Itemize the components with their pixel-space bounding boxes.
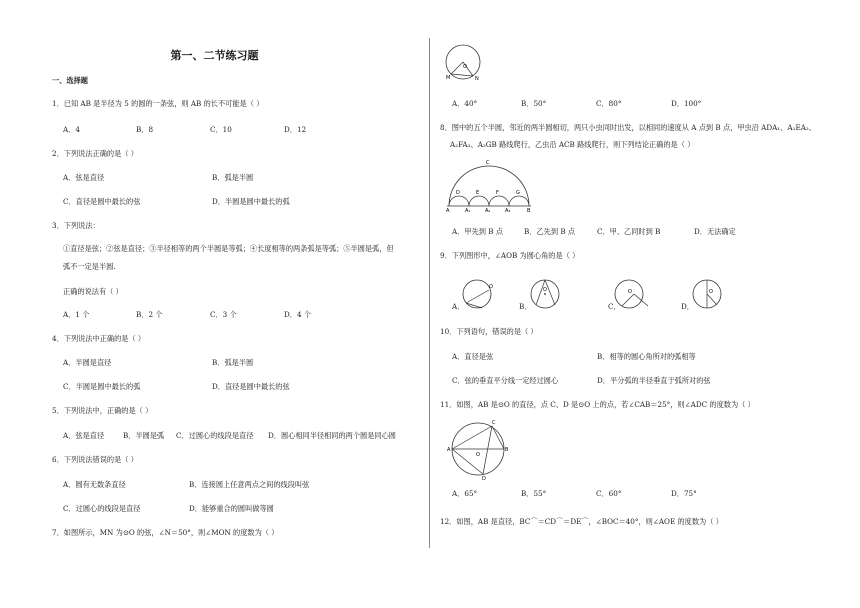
q8-label-b: B	[527, 208, 531, 214]
q10-stem: 10．下列语句，错误的是（ ）	[440, 327, 538, 336]
q8-label-g: G	[516, 190, 520, 196]
q4-option-c: C．半圆是圆中最长的弧	[63, 382, 141, 391]
q3-option-c: C．3 个	[210, 310, 237, 319]
q8-label-a2: A₂	[485, 208, 491, 214]
q1-option-d: D．12	[284, 125, 307, 134]
q10-option-a: A．直径是弦	[452, 352, 494, 361]
q8-option-a: A．甲先到 B 点	[452, 227, 503, 236]
q3-line2: 弧不一定是半圆.	[63, 262, 116, 271]
q11-option-a: A．65°	[452, 489, 478, 498]
q8-label-a3: A₃	[505, 208, 511, 214]
q10-option-d: D．平分弧的半径垂直于弧所对的弦	[597, 376, 711, 385]
q5-option-d: D．圆心相同半径相同的两个圆是同心圆	[268, 431, 396, 440]
q7-option-b: B．50°	[521, 99, 547, 108]
q7-option-c: C．80°	[596, 99, 622, 108]
q7-label-n: N	[475, 76, 479, 82]
q5-stem: 5．下列说法中，正确的是（ ）	[52, 406, 153, 415]
svg-text:O: O	[489, 284, 493, 290]
q8-option-b: B．乙先到 B 点	[524, 227, 576, 236]
q8-semicircles-figure	[446, 160, 532, 212]
q3-option-d: D．4 个	[284, 310, 311, 319]
svg-text:O: O	[476, 452, 480, 458]
q2-option-c: C．直径是圆中最长的弦	[63, 197, 141, 206]
q9-stem: 9．下列图形中，∠AOB 为圆心角的是（ ）	[440, 251, 580, 260]
q8-big-semicircle	[449, 166, 529, 206]
q4-option-b: B．弧是半圆	[212, 358, 254, 367]
q6-stem: 6．下列说法错误的是（ ）	[52, 455, 138, 464]
q6-option-b: B．连接圆上任意两点之间的线段叫弦	[189, 480, 310, 489]
q8-small-semicircle-4	[509, 196, 529, 206]
q4-option-d: D．直径是圆中最长的弦	[212, 382, 290, 391]
q2-stem: 2．下列说法正确的是（ ）	[52, 149, 138, 158]
q8-label-e: E	[476, 190, 480, 196]
q2-option-b: B．弧是半圆	[212, 173, 254, 182]
svg-text:B: B	[505, 447, 509, 453]
q5-option-c: C．过圆心的线段是直径	[176, 431, 254, 440]
q7-circle-figure	[443, 42, 483, 82]
q8-option-c: C．甲、乙同时到 B	[597, 227, 661, 236]
q3-line3: 正确的说法有（ ）	[63, 287, 123, 296]
page-title: 第一、二节练习题	[170, 49, 259, 62]
q10-option-c: C．弦的垂直平分线一定经过圆心	[452, 376, 559, 385]
svg-text:O: O	[543, 287, 547, 293]
q9-option-a: A．	[452, 302, 465, 311]
q3-option-a: A．1 个	[63, 310, 90, 319]
q10-option-b: B．相等的圆心角所对的弧相等	[597, 352, 696, 361]
q8-line2: A₂FA₃、A₃GB 路线爬行，乙虫沿 ACB 路线爬行，则下列结论正确的是（ ）	[450, 140, 695, 149]
q8-label-c: C	[486, 160, 490, 166]
q9-figure-b	[528, 277, 562, 311]
q9-option-b: B．	[519, 302, 532, 311]
q9-figure-d	[690, 277, 724, 311]
q11-circle-figure	[447, 418, 509, 480]
q8-small-semicircle-1	[449, 196, 469, 206]
q8-small-semicircle-3	[489, 196, 509, 206]
q5-option-a: A．弦是直径	[63, 431, 105, 440]
q1-option-a: A．4	[63, 125, 80, 134]
q6-option-a: A．圆有无数条直径	[63, 480, 126, 489]
q3-stem: 3．下列说法：	[52, 221, 100, 230]
q8-small-semicircle-2	[469, 196, 489, 206]
q1-option-b: B．8	[136, 125, 154, 134]
q6-option-c: C．过圆心的线段是直径	[63, 504, 141, 513]
svg-text:O: O	[628, 289, 632, 295]
svg-text:D: D	[482, 476, 486, 482]
q7-option-d: D．100°	[671, 99, 702, 108]
q3-option-b: B．2 个	[136, 310, 163, 319]
q7-chord-mn	[451, 74, 473, 76]
q1-option-c: C．10	[210, 125, 232, 134]
q7-option-a: A．40°	[452, 99, 478, 108]
q7-stem: 7．如图所示，MN 为⊙O 的弦，∠N＝50°，则∠MON 的度数为（ ）	[52, 528, 279, 537]
q7-label-m: M	[446, 75, 451, 81]
q11-option-d: D．75°	[671, 489, 697, 498]
q5-option-b: B．半圆是弧	[123, 431, 165, 440]
q2-option-a: A．弦是直径	[63, 173, 105, 182]
q8-line1: 8．图中的五个半圆，邻近的两半圆相切，两只小虫同时出发，以相同的速度从 A 点到 B 点，甲虫沿 ADA₁、A₁EA₂、	[440, 123, 816, 132]
q2-option-d: D．半圆是圆中最长的弧	[212, 197, 290, 206]
q4-option-a: A．半圆是直径	[63, 358, 112, 367]
q12-stem: 12．如图，AB 是直径，BC⌒＝CD⌒＝DE⌒，∠BOC＝40°，则∠AOE 的度数为（ ）	[440, 517, 723, 526]
q11-stem: 11．如图，AB 是⊙O 的直径，点 C、D 是⊙O 上的点，若∠CAB＝25°，则∠ADC 的度数为（ ）	[440, 400, 755, 409]
q3-line1: ①直径是弦；②弦是直径；③半径相等的两个半圆是等弧；④长度相等的两条弧是等弧；⑤半圆是弧，但	[63, 244, 394, 253]
svg-text:A: A	[447, 447, 451, 453]
q8-label-d: D	[456, 190, 460, 196]
q8-label-a: A	[446, 208, 450, 214]
q11-option-b: B．55°	[521, 489, 547, 498]
q9-figure-a	[460, 277, 494, 311]
svg-text:C: C	[492, 420, 496, 426]
column-divider	[429, 38, 430, 548]
q8-label-a1: A₁	[465, 208, 471, 214]
section-heading: 一、选择题	[52, 76, 88, 85]
q6-option-d: D．能够重合的圆叫做等圆	[189, 504, 274, 513]
q7-label-o: O	[463, 64, 467, 70]
q7-radius-om	[451, 62, 463, 74]
q11-option-c: C．60°	[596, 489, 622, 498]
q8-label-f: F	[496, 190, 499, 196]
q9-figure-c	[612, 277, 652, 311]
svg-text:O: O	[709, 289, 713, 295]
q8-option-d: D．无法确定	[694, 227, 736, 236]
q9-option-c: C．	[608, 302, 621, 311]
q4-stem: 4．下列说法中正确的是（ ）	[52, 334, 146, 343]
q1-stem: 1．已知 AB 是半径为 5 的圆的一条弦，则 AB 的长不可能是（ ）	[52, 99, 264, 108]
q9-option-d: D．	[681, 302, 694, 311]
